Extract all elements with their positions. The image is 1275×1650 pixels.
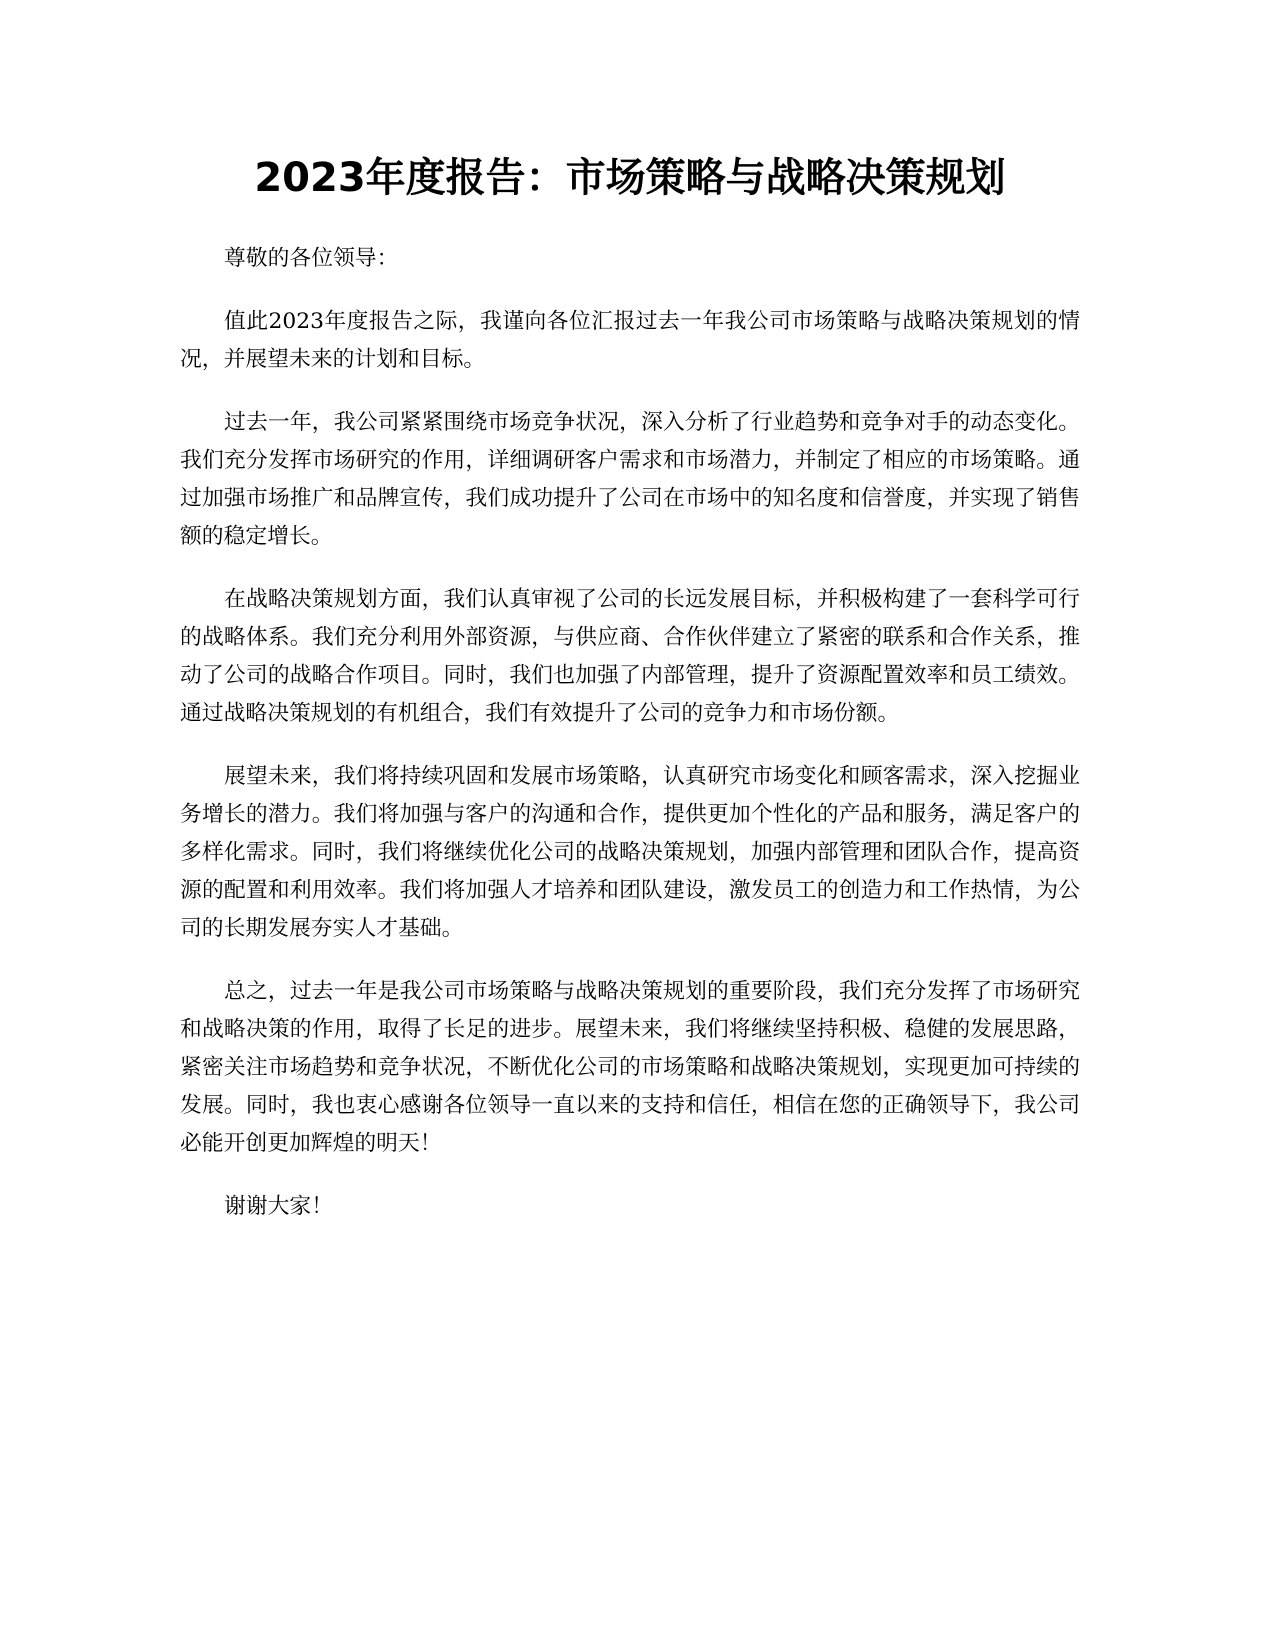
document-body bbox=[180, 240, 1080, 1251]
document-page bbox=[180, 0, 1080, 1650]
market-strategy-paragraph: 过去一年，我公司紧紧围绕市场竞争状况，深入分析了行业趋势和竞争对手的动态变化。我们充分发挥市场研究的作用，详细调研客户需求和市场潜力，并制定了相应的市场策略。通过加强市场推广和品牌宣传，我们成功提升了公司在市场中的知名度和信誉度，并实现了销售额的稳定增长。 bbox=[180, 410, 1080, 549]
outlook-paragraph: 展望未来，我们将持续巩固和发展市场策略，认真研究市场变化和顾客需求，深入挖掘业务增长的潜力。我们将加强与客户的沟通和合作，提供更加个性化的产品和服务，满足客户的多样化需求。同时，我们将继续优化公司的战略决策规划，加强内部管理和团队合作，提高资源的配置和利用效率。我们将加强人才培养和团队建设，激发员工的创造力和工作热情，为公司的长期发展夯实人才基础。 bbox=[180, 764, 1080, 941]
strategic-planning-paragraph: 在战略决策规划方面，我们认真审视了公司的长远发展目标，并积极构建了一套科学可行的战略体系。我们充分利用外部资源，与供应商、合作伙伴建立了紧密的联系和合作关系，推动了公司的战略合作项目。同时，我们也加强了内部管理，提升了资源配置效率和员工绩效。通过战略决策规划的有机组合，我们有效提升了公司的竞争力和市场份额。 bbox=[180, 587, 1080, 726]
intro-paragraph: 值此2023年度报告之际，我谨向各位汇报过去一年我公司市场策略与战略决策规划的情况，并展望未来的计划和目标。 bbox=[180, 309, 1080, 372]
conclusion-paragraph: 总之，过去一年是我公司市场策略与战略决策规划的重要阶段，我们充分发挥了市场研究和战略决策的作用，取得了长足的进步。展望未来，我们将继续坚持积极、稳健的发展思路，紧密关注市场趋势和竞争状况，不断优化公司的市场策略和战略决策规划，实现更加可持续的发展。同时，我也衷心感谢各位领导一直以来的支持和信任，相信在您的正确领导下，我公司必能开创更加辉煌的明天！ bbox=[180, 979, 1080, 1156]
salutation-paragraph: 尊敬的各位领导： bbox=[224, 246, 399, 271]
closing-paragraph: 谢谢大家！ bbox=[224, 1194, 333, 1219]
document-title: 2023年度报告：市场策略与战略决策规划 bbox=[254, 155, 1006, 201]
